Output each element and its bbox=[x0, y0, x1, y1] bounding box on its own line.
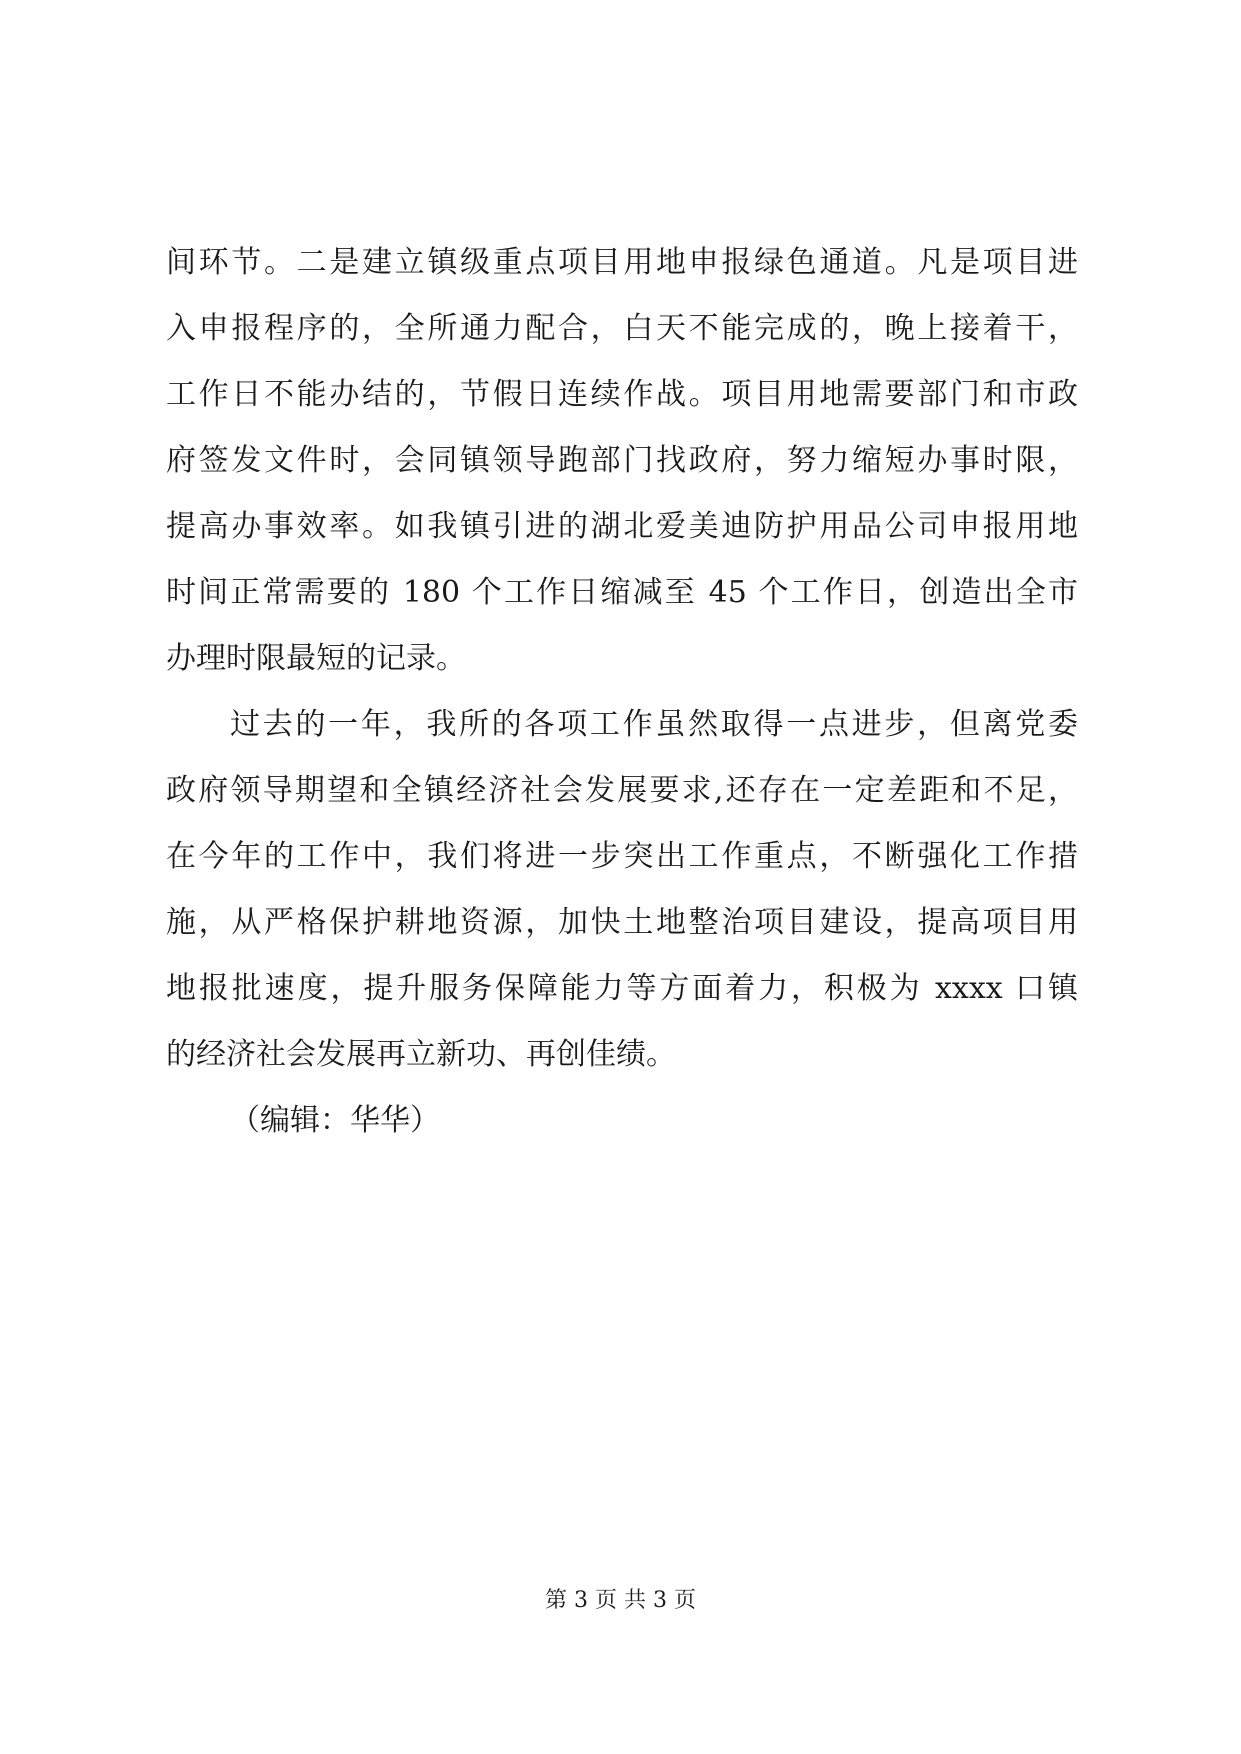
text-line: 在今年的工作中，我们将进一步突出工作重点，不断强化工作措 bbox=[166, 839, 1078, 874]
text-line: 施，从严格保护耕地资源，加快土地整治项目建设，提高项目用 bbox=[166, 905, 1078, 940]
page-footer bbox=[0, 1586, 1241, 1616]
text-line: 过去的一年，我所的各项工作虽然取得一点进步，但离党委 bbox=[230, 707, 1078, 742]
text-line: 入申报程序的，全所通力配合，白天不能完成的，晚上接着干， bbox=[166, 311, 1078, 346]
text-line: 政府领导期望和全镇经济社会发展要求,还存在一定差距和不足， bbox=[166, 773, 1078, 808]
editor-note: （编辑：华华） bbox=[230, 1103, 440, 1138]
text-line: 办理时限最短的记录。 bbox=[166, 641, 466, 676]
text-line: 府签发文件时，会同镇领导跑部门找政府，努力缩短办事时限， bbox=[166, 443, 1078, 478]
document-body bbox=[166, 230, 1078, 1154]
text-line: 间环节。二是建立镇级重点项目用地申报绿色通道。凡是项目进 bbox=[166, 245, 1078, 280]
paragraph-2 bbox=[166, 692, 1078, 1088]
page-number: 第 3 页 共 3 页 bbox=[545, 1588, 696, 1613]
text-line: 时间正常需要的 180 个工作日缩减至 45 个工作日，创造出全市 bbox=[166, 575, 1078, 610]
text-line: 提高办事效率。如我镇引进的湖北爱美迪防护用品公司申报用地 bbox=[166, 509, 1078, 544]
text-line: 地报批速度，提升服务保障能力等方面着力，积极为 xxxx 口镇 bbox=[166, 971, 1078, 1006]
text-line: 工作日不能办结的，节假日连续作战。项目用地需要部门和市政 bbox=[166, 377, 1078, 412]
text-line: 的经济社会发展再立新功、再创佳绩。 bbox=[166, 1037, 676, 1072]
paragraph-1 bbox=[166, 230, 1078, 692]
